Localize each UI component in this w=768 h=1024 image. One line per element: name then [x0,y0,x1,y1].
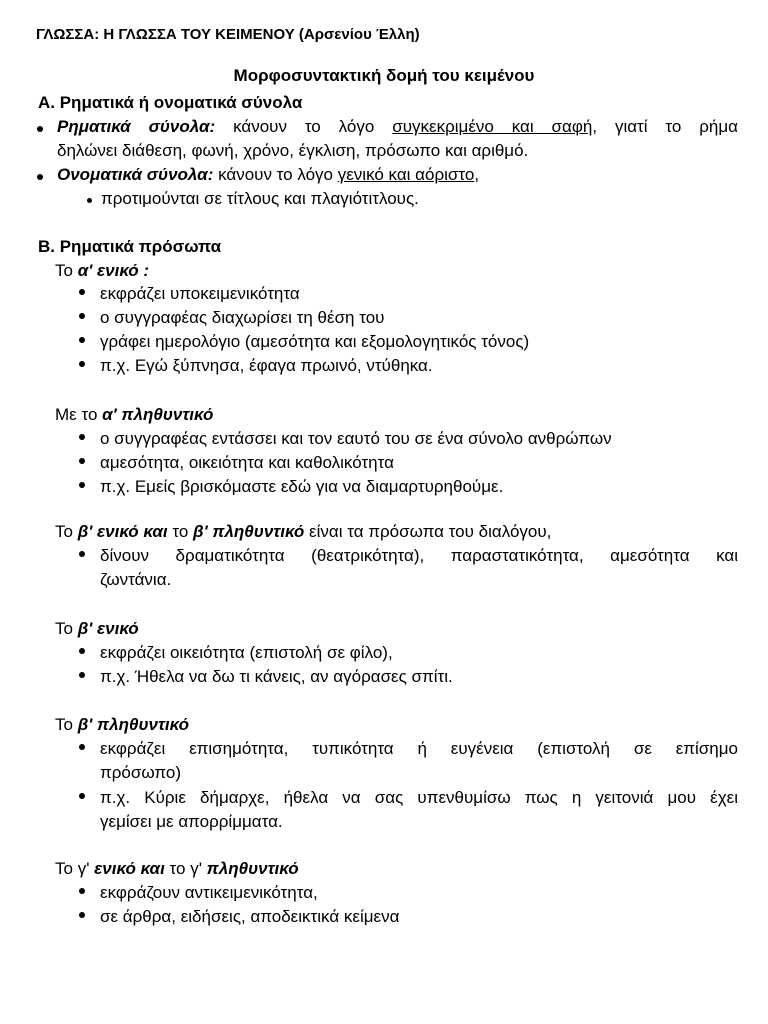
bullet-dot [79,458,85,464]
section-a-heading: Α. Ρηματικά ή ονοματικά σύνολα [38,93,303,112]
sub-bullet-dot [87,198,92,203]
bullet-dot [79,744,85,750]
bullet-dot [79,313,85,319]
list-item-continuation: ζωντάνια. [100,570,172,589]
bullet-dot [79,337,85,343]
sectionA-subitem: προτιμούνται σε τίτλους και πλαγιότιτλους. [101,189,419,208]
lead-b-plural: Το β' πληθυντικό [55,715,189,734]
list-item: π.χ. Εγώ ξύπνησα, έφαγα πρωινό, ντύθηκα. [100,356,433,375]
list-item: π.χ. Εμείς βρισκόμαστε εδώ για να διαμαρτυρηθούμε. [100,477,504,496]
bullet-dot [79,672,85,678]
bullet-dot [79,482,85,488]
lead-b-persons: Το β' ενικό και το β' πληθυντικό είναι τα πρόσωπα του διαλόγου, [55,522,552,541]
list-item: αμεσότητα, οικειότητα και καθολικότητα [100,453,394,472]
bullet-dot [79,648,85,654]
list-item: γράφει ημερολόγιο (αμεσότητα και εξομολογητικός τόνος) [100,332,530,351]
list-item: π.χ. Ήθελα να δω τι κάνεις, αν αγόρασες σπίτι. [100,667,453,686]
bullet-dot [79,912,85,918]
bullet-dot [79,551,85,557]
bullet-dot [79,289,85,295]
sectionA-item-rimatika-line2: δηλώνει διάθεση, φωνή, χρόνο, έγκλιση, πρόσωπο και αριθμό. [57,141,529,160]
list-item: εκφράζουν αντικειμενικότητα, [100,883,318,902]
lead-c-persons: Το γ' ενικό και το γ' πληθυντικό [55,859,299,878]
page-title: Μορφοσυντακτική δομή του κειμένου [233,66,535,85]
document-header: ΓΛΩΣΣΑ: Η ΓΛΩΣΣΑ ΤΟΥ ΚΕΙΜΕΝΟΥ (Αρσενίου Έλλη) [36,26,420,43]
lead-a-singular: Το α' ενικό : [55,261,150,280]
bullet-dot [79,888,85,894]
lead-b-singular: Το β' ενικό [55,619,139,638]
list-item: π.χ. Κύριε δήμαρχε, ήθελα να σας υπενθυμίσω πως η γειτονιά μου έχει [100,788,738,807]
bullet-dot [79,434,85,440]
bullet-dot [37,126,43,132]
sectionA-item-onomatika: Ονοματικά σύνολα: κάνουν το λόγο γενικό και αόριστο, [57,165,480,184]
section-b-heading: Β. Ρηματικά πρόσωπα [38,237,222,256]
list-item: εκφράζει υποκειμενικότητα [100,284,300,303]
list-item-continuation: γεμίσει με απορρίμματα. [100,812,283,831]
list-item: σε άρθρα, ειδήσεις, αποδεικτικά κείμενα [100,907,400,926]
bullet-dot [79,793,85,799]
bullet-dot [37,174,43,180]
list-item-continuation: πρόσωπο) [100,763,181,782]
bullet-dot [79,361,85,367]
list-item: δίνουν δραματικότητα (θεατρικότητα), παραστατικότητα, αμεσότητα και [100,546,738,565]
sectionA-item-rimatika: Ρηματικά σύνολα: κάνουν το λόγο συγκεκριμένο και σαφή, γιατί το ρήμα [57,117,738,136]
list-item: εκφράζει επισημότητα, τυπικότητα ή ευγένεια (επιστολή σε επίσημο [100,739,738,758]
list-item: ο συγγραφέας διαχωρίσει τη θέση του [100,308,385,327]
list-item: ο συγγραφέας εντάσσει και τον εαυτό του σε ένα σύνολο ανθρώπων [100,429,612,448]
list-item: εκφράζει οικειότητα (επιστολή σε φίλο), [100,643,393,662]
lead-a-plural: Με το α' πληθυντικό [55,405,214,424]
